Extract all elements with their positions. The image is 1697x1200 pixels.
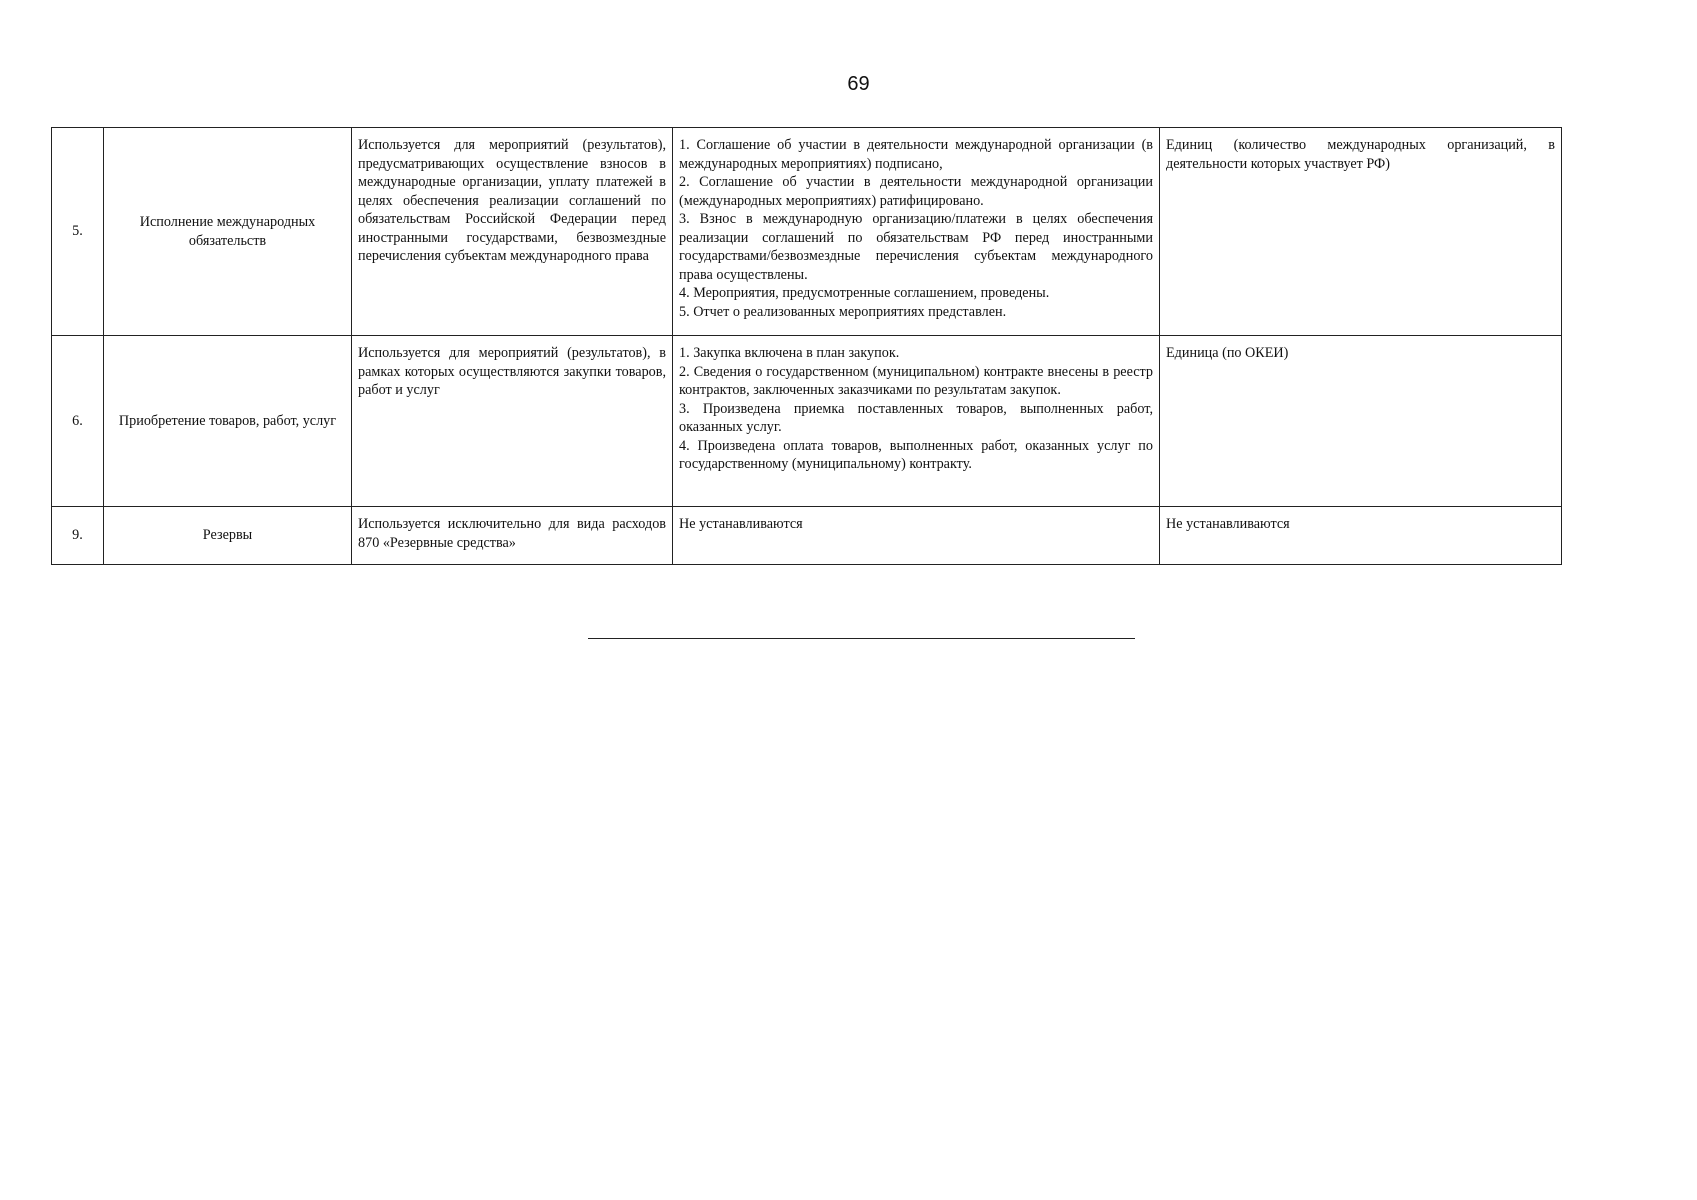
criteria-item: 1. Закупка включена в план закупок.	[679, 345, 900, 361]
end-of-table-rule	[588, 638, 1135, 639]
result-type-name: Резервы	[104, 507, 352, 565]
table-row	[52, 336, 1562, 507]
table-row	[52, 507, 1562, 565]
row-number: 6.	[52, 336, 104, 507]
criteria-item: 5. Отчет о реализованных мероприятиях представлен.	[679, 303, 1007, 320]
criteria-item: 4. Мероприятия, предусмотренные соглашением, проведены.	[679, 285, 1050, 301]
criteria-list	[673, 128, 1160, 336]
result-type-name: Приобретение товаров, работ, услуг	[104, 336, 352, 507]
criteria-item: 3. Взнос в международную организацию/платежи в целях обеспечения реализации соглашений по обязательствам РФ перед иностранными государствами/безвозмездные перечисления субъектам международного права осуществлены.	[679, 211, 1153, 283]
criteria-list	[673, 507, 1160, 565]
usage-description: Используется для мероприятий (результатов), в рамках которых осуществляются закупки товаров, работ и услуг	[352, 336, 673, 507]
row-number: 9.	[52, 507, 104, 565]
usage-description: Используется исключительно для вида расходов 870 «Резервные средства»	[352, 507, 673, 565]
criteria-item: 2. Соглашение об участии в деятельности международной организации (международных мероприятиях) ратифицировано.	[679, 174, 1153, 209]
results-types-table	[51, 127, 1562, 565]
criteria-list	[673, 336, 1160, 507]
measurement-unit: Единиц (количество международных организаций, в деятельности которых участвует РФ)	[1160, 128, 1562, 336]
measurement-unit: Не устанавливаются	[1160, 507, 1562, 565]
page-number: 69	[847, 73, 870, 95]
criteria-item: 2. Сведения о государственном (муниципальном) контракте внесены в реестр контрактов, заключенных заказчиками по результатам закупок.	[679, 363, 1153, 398]
table-row	[52, 128, 1562, 336]
usage-description: Используется для мероприятий (результатов), предусматривающих осуществление взносов в международные организации, уплату платежей в целях обеспечения реализации соглашений по обязательствам Российской Федерации перед иностранными государствами, безвозмездные перечисления субъектам международного права	[352, 128, 673, 336]
row-number: 5.	[52, 128, 104, 336]
criteria-item: 1. Соглашение об участии в деятельности международной организации (в международных мероприятиях) подписано,	[679, 137, 1153, 172]
criteria-item: 4. Произведена оплата товаров, выполненных работ, оказанных услуг по государственному (муниципальному) контракту.	[679, 437, 1153, 472]
criteria-item: 3. Произведена приемка поставленных товаров, выполненных работ, оказанных услуг.	[679, 400, 1153, 435]
measurement-unit: Единица (по ОКЕИ)	[1160, 336, 1562, 507]
criteria-item: Не устанавливаются	[679, 516, 803, 532]
result-type-name: Исполнение международных обязательств	[104, 128, 352, 336]
